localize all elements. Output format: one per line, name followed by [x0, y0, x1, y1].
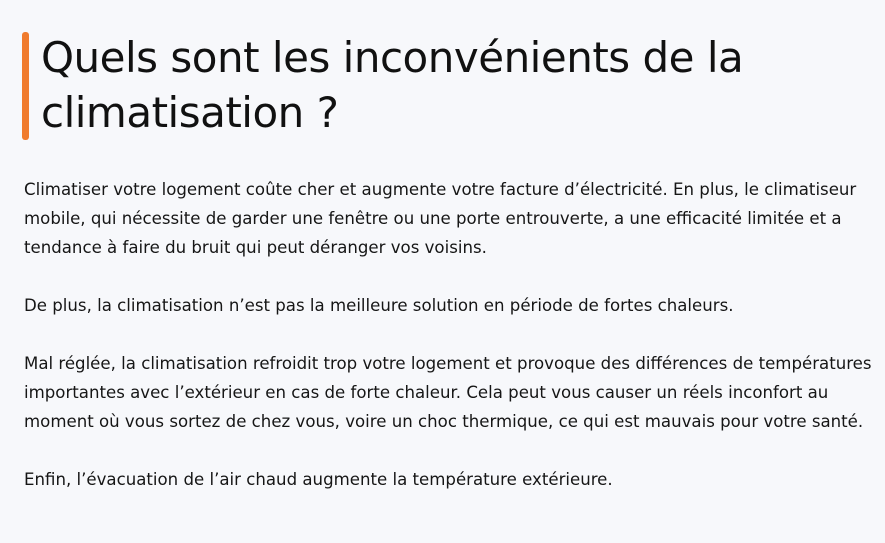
- article-body: [24, 175, 874, 494]
- title-accent-bar: [22, 32, 29, 140]
- page-title: Quels sont les inconvénients de la climatisation ?: [41, 33, 744, 137]
- paragraph-cost-and-noise: Climatiser votre logement coûte cher et augmente votre facture d’électricité. En plus, le climatiseur mobile, qui nécessite de garder une fenêtre ou une porte entrouverte, a une efficacité limitée et a tendance à faire du bruit qui peut déranger vos voisins.: [24, 180, 857, 257]
- paragraph-heatwave: De plus, la climatisation n’est pas la meilleure solution en période de fortes chaleurs.: [24, 296, 734, 315]
- article-header: [22, 30, 862, 140]
- paragraph-thermal-shock: Mal réglée, la climatisation refroidit trop votre logement et provoque des différences de températures importantes avec l’extérieur en cas de forte chaleur. Cela peut vous causer un réels inconfort au moment où vous sortez de chez vous, voire un choc thermique, ce qui est mauvais pour votre santé.: [24, 354, 872, 431]
- paragraph-hot-air-exhaust: Enfin, l’évacuation de l’air chaud augmente la température extérieure.: [24, 470, 613, 489]
